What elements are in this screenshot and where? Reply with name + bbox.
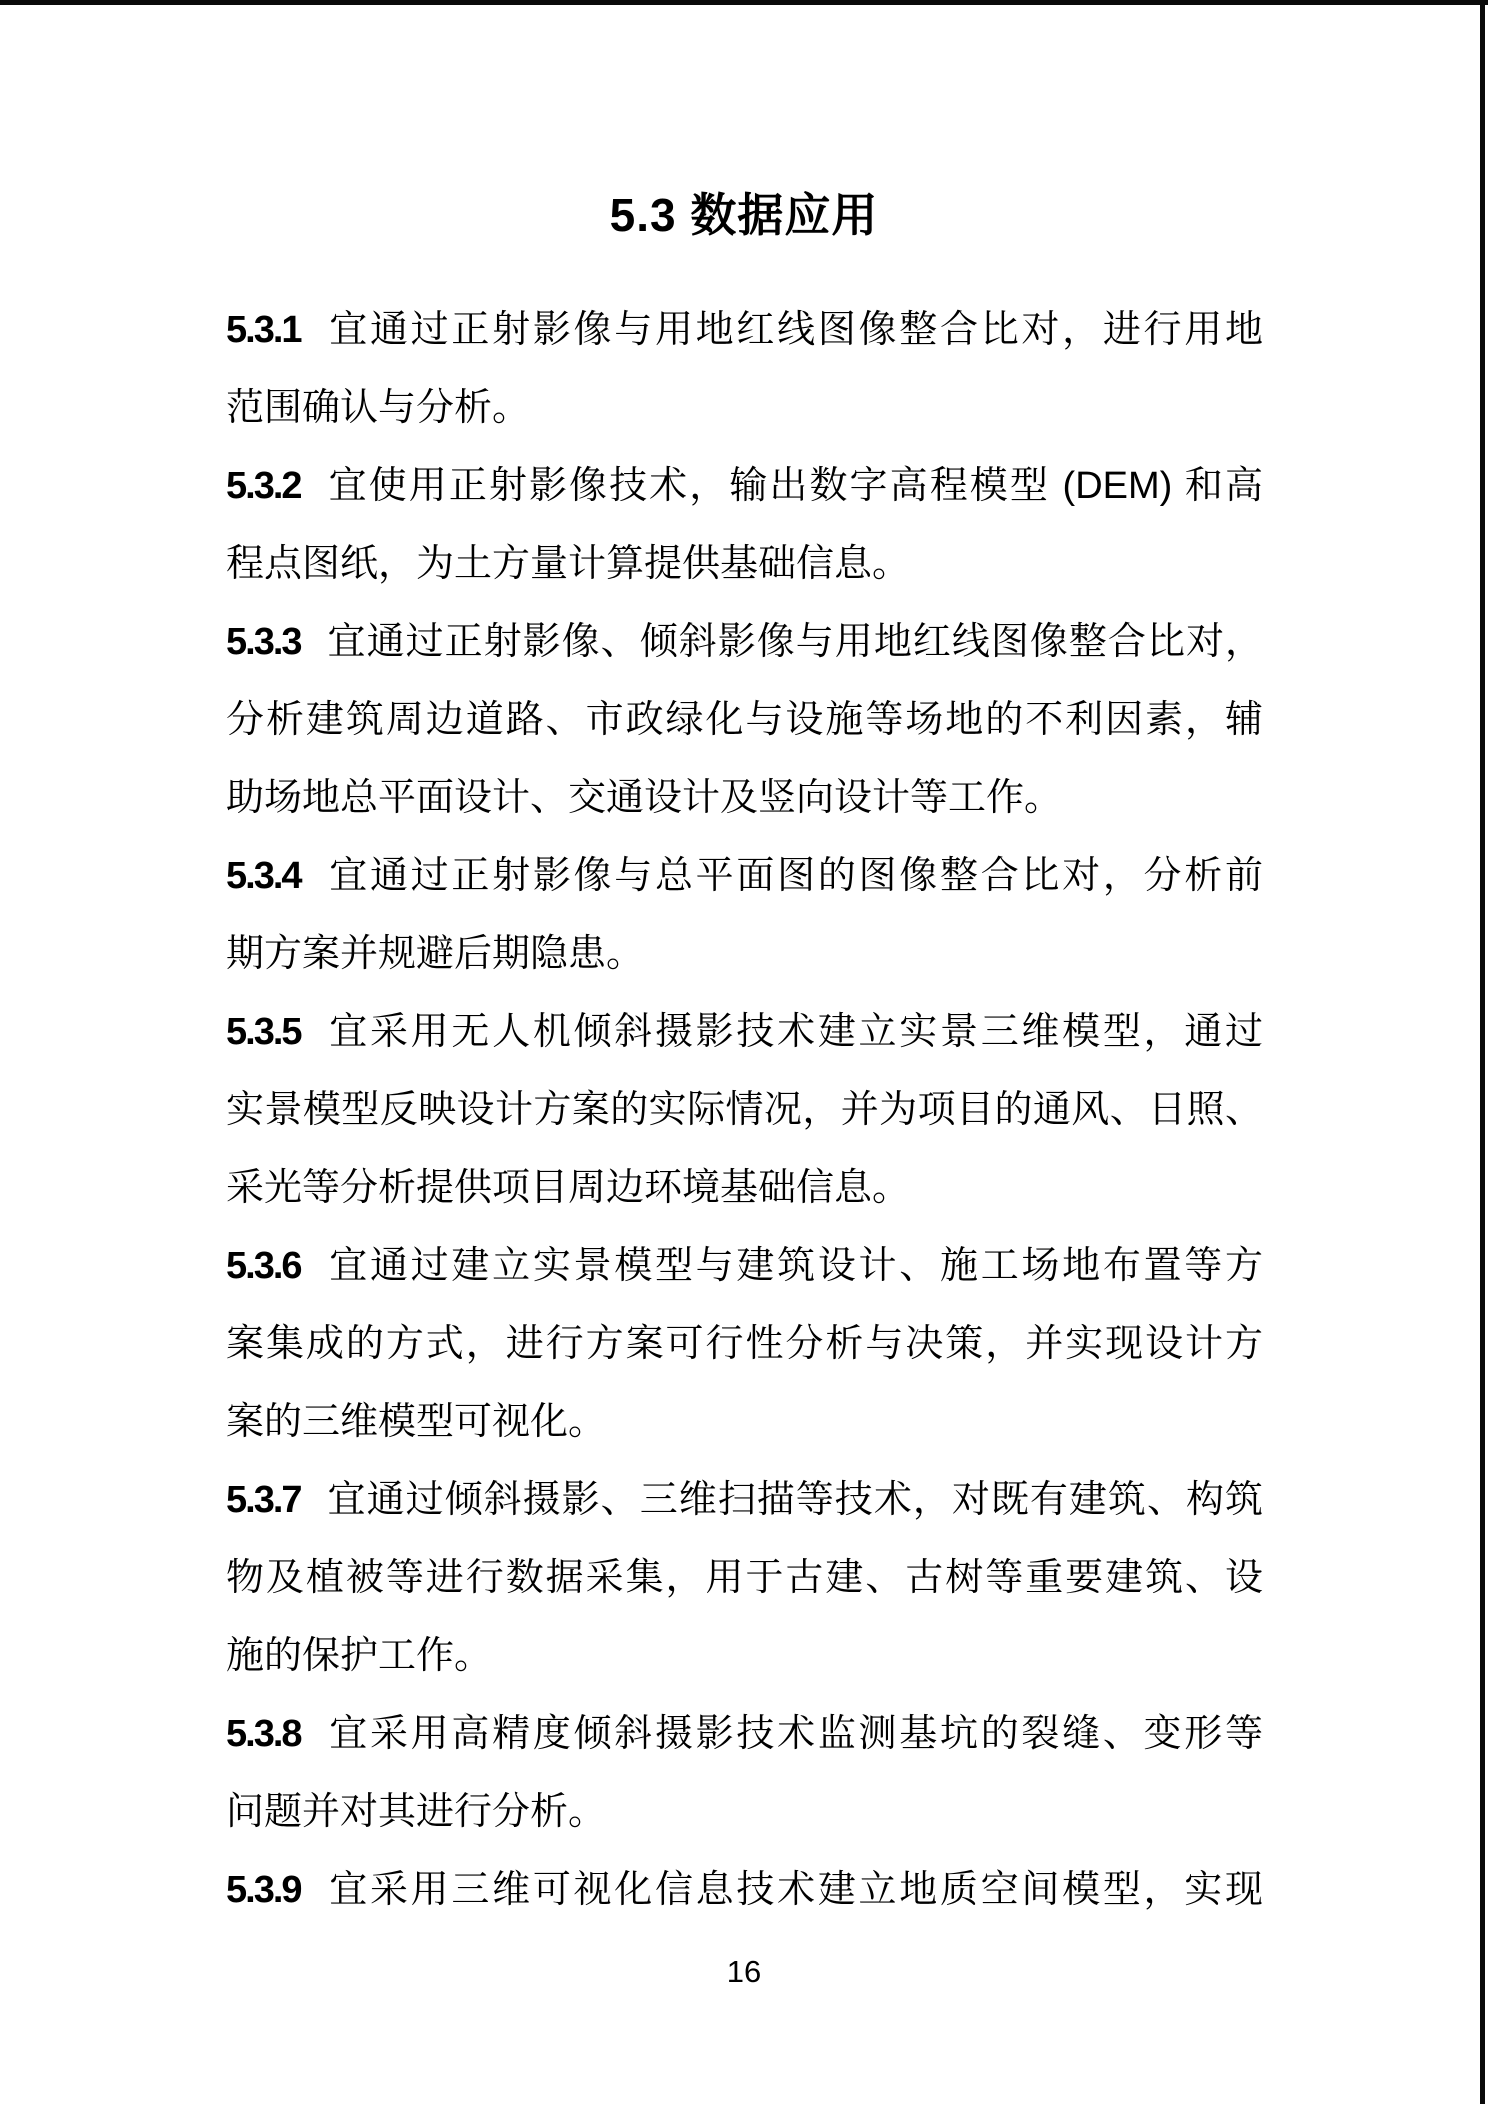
body-line: 5.3.4 宜通过正射影像与总平面图的图像整合比对，分析前 [226,855,1263,897]
body-line: 5.3.9 宜采用三维可视化信息技术建立地质空间模型，实现 [226,1869,1263,1911]
body-line: 5.3.7 宜通过倾斜摄影、三维扫描等技术，对既有建筑、构筑 [226,1479,1263,1521]
body-line: 施的保护工作。 [226,1635,493,1677]
body-line: 5.3.5 宜采用无人机倾斜摄影技术建立实景三维模型，通过 [226,1011,1263,1053]
body-line: 实景模型反映设计方案的实际情况，并为项目的通风、日照、 [226,1089,1263,1131]
body-line: 分析建筑周边道路、市政绿化与设施等场地的不利因素，辅 [226,699,1263,741]
body-line: 5.3.2 宜使用正射影像技术，输出数字高程模型 (DEM) 和高 [226,465,1263,507]
body-line: 物及植被等进行数据采集，用于古建、古树等重要建筑、设 [226,1557,1263,1599]
clause-number: 5.3.7 [226,1479,301,1521]
clause-number: 5.3.5 [226,1011,301,1053]
scan-border-top-line [0,0,1488,5]
body-line: 5.3.8 宜采用高精度倾斜摄影技术监测基坑的裂缝、变形等 [226,1713,1263,1755]
body-line: 采光等分析提供项目周边环境基础信息。 [226,1167,911,1209]
body-line: 问题并对其进行分析。 [226,1791,607,1833]
body-line: 期方案并规避后期隐患。 [226,933,645,975]
clause-number: 5.3.2 [226,465,301,507]
clause-number: 5.3.4 [226,855,301,897]
body-line: 程点图纸，为土方量计算提供基础信息。 [226,543,911,585]
page-number: 16 [726,1954,762,1989]
clause-number: 5.3.6 [226,1245,301,1287]
scan-border-right-line [1480,0,1485,2104]
clauses-body [226,291,1263,1929]
body-line: 案集成的方式，进行方案可行性分析与决策，并实现设计方 [226,1323,1263,1365]
body-line: 5.3.3 宜通过正射影像、倾斜影像与用地红线图像整合比对， [226,621,1263,663]
clause-number: 5.3.3 [226,621,301,663]
body-line: 案的三维模型可视化。 [226,1401,607,1443]
body-line: 范围确认与分析。 [226,387,531,429]
body-line: 5.3.6 宜通过建立实景模型与建筑设计、施工场地布置等方 [226,1245,1263,1287]
section-title: 5.3 数据应用 [609,189,879,241]
clause-number: 5.3.9 [226,1869,301,1911]
clause-number: 5.3.8 [226,1713,301,1755]
body-line: 助场地总平面设计、交通设计及竖向设计等工作。 [226,777,1063,819]
clause-number: 5.3.1 [226,309,301,351]
body-line: 5.3.1 宜通过正射影像与用地红线图像整合比对，进行用地 [226,309,1263,351]
